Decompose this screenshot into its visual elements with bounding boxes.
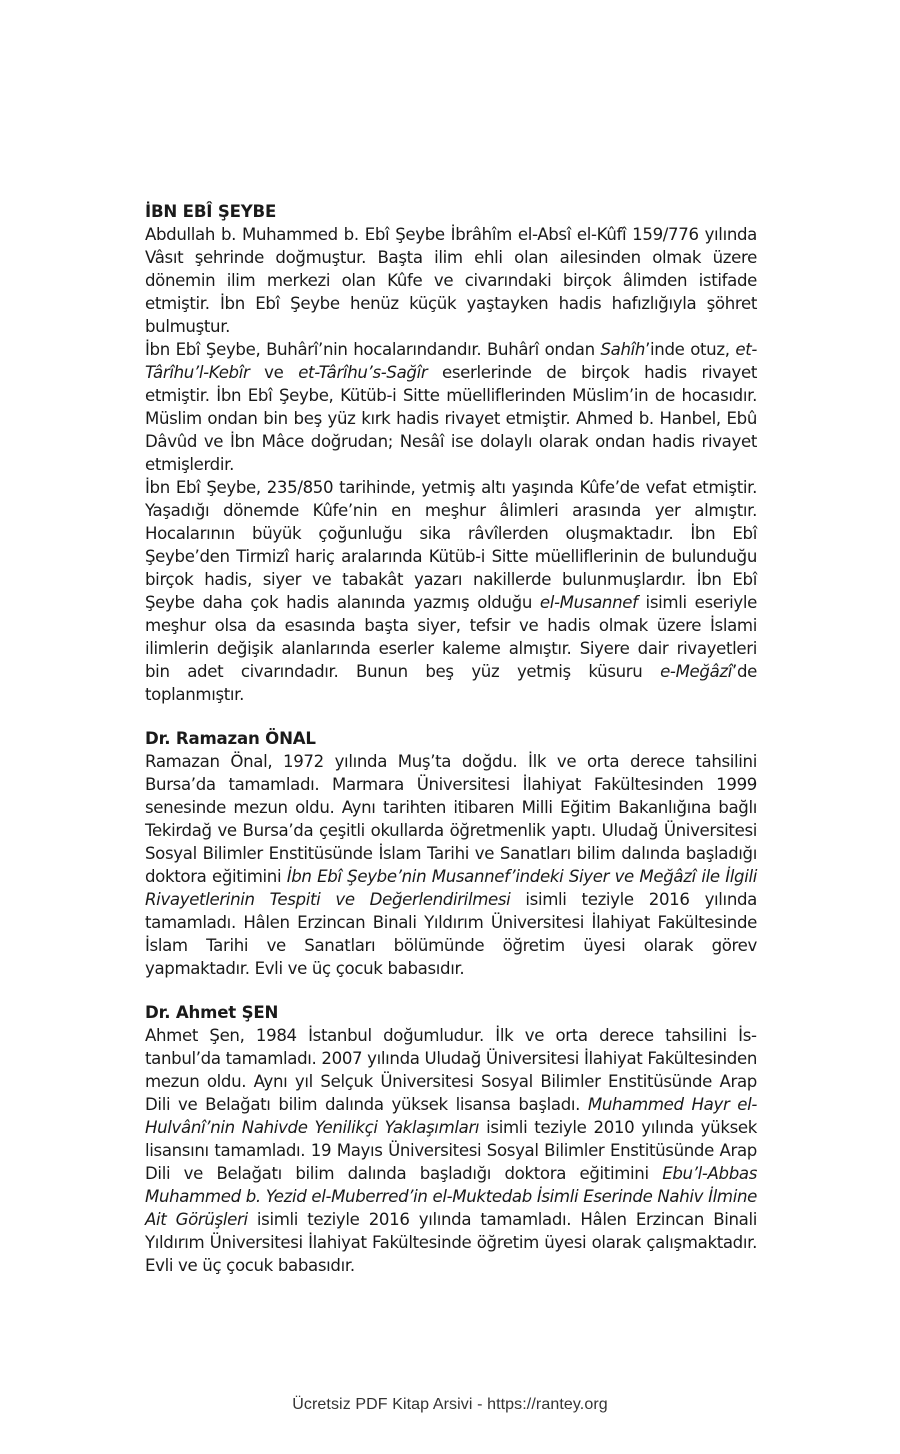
paragraph-text: İbn Ebî Şeybe, 235/850 tarihinde, yetmiş altı yaşında Kûfe’de vefat etmiştir. Yaşadığı dönemde Kûfe’nin en meşhur âlimleri arasında yer almıştır. Hocalarının büyük çoğunluğu sika râvîlerden oluşmaktadır. İbn Ebî Şeybe’den Tirmizî hariç aralarında Kütüb-i Sitte müelliflerinin de bulunduğu birçok hadis, siyer ve tabakât yazarı nakillerde bulunmuşlardır. İbn Ebî Şeybe daha çok hadis alanında yazmış olduğu bbox=[145, 478, 757, 612]
paragraph-text: İbn Ebî Şeybe, Buhârî’nin hocalarındandır. Buhârî ondan bbox=[145, 340, 601, 359]
paragraph-text: ’inde otuz, bbox=[645, 340, 736, 359]
italic-title-text: et-Târîhu’s-Sağîr bbox=[298, 363, 428, 382]
paragraph-text: Ahmet Şen, 1984 İstanbul doğumludur. İlk ve orta derece tahsilini İstanbul’da tamamladı. 2007 yılında Uludağ Üniversitesi İlahiyat Fakültesinden mezun oldu. Aynı yıl Selçuk Üniversitesi Sosyal Bilimler Enstitüsünde Arap Dili ve Belağatı bilim dalında yüksek lisansa başladı. bbox=[145, 1026, 757, 1114]
paragraph-text: ve bbox=[249, 363, 299, 382]
italic-title-text: Muhammed Hayr el-Hulvânî’nin Nahivde Yenilikçi Yaklaşımları bbox=[145, 1095, 757, 1137]
paragraph-text: ’de toplanmıştır. bbox=[145, 662, 757, 704]
body-paragraph bbox=[145, 1024, 757, 1277]
section-heading: Dr. Ahmet ŞEN bbox=[145, 1003, 279, 1022]
body-paragraph bbox=[145, 223, 757, 338]
italic-title-text: el-Musannef bbox=[539, 593, 638, 612]
body-paragraph bbox=[145, 476, 757, 706]
italic-title-text: et-Târîhu’l-Kebîr bbox=[145, 340, 758, 382]
paragraph-text: isimli eseriyle meşhur olsa da esasında başta siyer, tefsir ve hadis olmak üzere İslami ilimlerin değişik alanlarında eserler kaleme almıştır. Siyere dair rivayetleri bin adet civarındadır. Bunun beş yüz yetmiş küsuru bbox=[145, 593, 757, 681]
paragraph-text: Abdullah b. Muhammed b. Ebî Şeybe İbrâhîm el-Absî el-Kûfî 159/776 yılında Vâsıt şehrinde doğmuştur. Başta ilim ehli olan ailesinden olmak üzere dönemin ilim merkezi olan Kûfe ve civarındaki birçok âlimden istifade etmiştir. İbn Ebî Şeybe henüz küçük yaştayken hadis hafızlığıyla şöhret bulmuştur. bbox=[145, 225, 757, 336]
paragraph-text: isimli teziyle 2016 yılında tamamladı. Hâlen Erzincan Binali Yıldırım Üniversitesi İlahiyat Fakültesinde İslam Tarihi ve Sanatları bölümünde öğretim üyesi olarak görev yapmaktadır. Evli ve üç çocuk babasıdır. bbox=[145, 890, 757, 978]
section-ramazan-onal bbox=[145, 727, 757, 980]
section-ahmet-sen bbox=[145, 1001, 757, 1277]
section-heading: Dr. Ramazan ÖNAL bbox=[145, 729, 316, 748]
paragraph-text: eserlerinde de birçok hadis rivayet etmiştir. İbn Ebî Şeybe, Kütüb-i Sitte müelliflerinden Müslim’in de hocasıdır. Müslim ondan bin beş yüz kırk hadis rivayet etmiştir. Ahmed b. Hanbel, Ebû Dâvûd ve İbn Mâce doğrudan; Nesâî ise dolaylı olarak ondan hadis rivayet etmişlerdir. bbox=[145, 363, 757, 474]
italic-title-text: İbn Ebî Şeybe’nin Musannef’indeki Siyer ve Meğâzî ile İlgili Rivayetlerinin Tespiti ve Değerlendirilmesi bbox=[145, 867, 757, 909]
italic-title-text: Sahîh bbox=[600, 340, 646, 359]
italic-title-text: e-Meğâzî bbox=[660, 662, 733, 681]
paragraph-text: Ramazan Önal, 1972 yılında Muş’ta doğdu. İlk ve orta derece tahsilini Bursa’da tamamladı. Marmara Üniversitesi İlahiyat Fakültesinden 1999 senesinde mezun oldu. Aynı tarihten itibaren Milli Eğitim Bakanlığına bağlı Tekirdağ ve Bursa’da çeşitli okullarda öğretmenlik yaptı. Uludağ Üniversitesi Sosyal Bilimler Enstitüsünde İslam Tarihi ve Sanatları bilim dalında başladığı doktora eğitimini bbox=[145, 752, 757, 886]
body-paragraph bbox=[145, 750, 757, 980]
paragraph-text: isimli teziyle 2016 yılında tamamladı. Hâlen Erzincan Binali Yıldırım Üniversitesi İlahiyat Fakültesinde öğretim üyesi olarak çalışmaktadır. Evli ve üç çocuk babasıdır. bbox=[145, 1210, 757, 1275]
section-heading: İBN EBÎ ŞEYBE bbox=[145, 202, 277, 221]
section-ibn-ebi-seybe bbox=[145, 200, 757, 706]
paragraph-text: isimli teziyle 2010 yılında yüksek lisansını tamamladı. 19 Mayıs Üniversitesi Sosyal Bilimler Enstitüsünde Arap Dili ve Belağatı bilim dalında başladığı doktora eğitimini bbox=[145, 1118, 757, 1183]
body-paragraph bbox=[145, 338, 757, 476]
footer-text: Ücretsiz PDF Kitap Arsivi - https://rantey.org bbox=[292, 1396, 608, 1413]
italic-title-text: Ebu’l-Abbas Muhammed b. Yezid el-Muberred’in el-Muktedab İsimli Eserinde Nahiv İlmine Ait Görüşleri bbox=[145, 1164, 757, 1229]
biography-content bbox=[145, 200, 757, 1298]
